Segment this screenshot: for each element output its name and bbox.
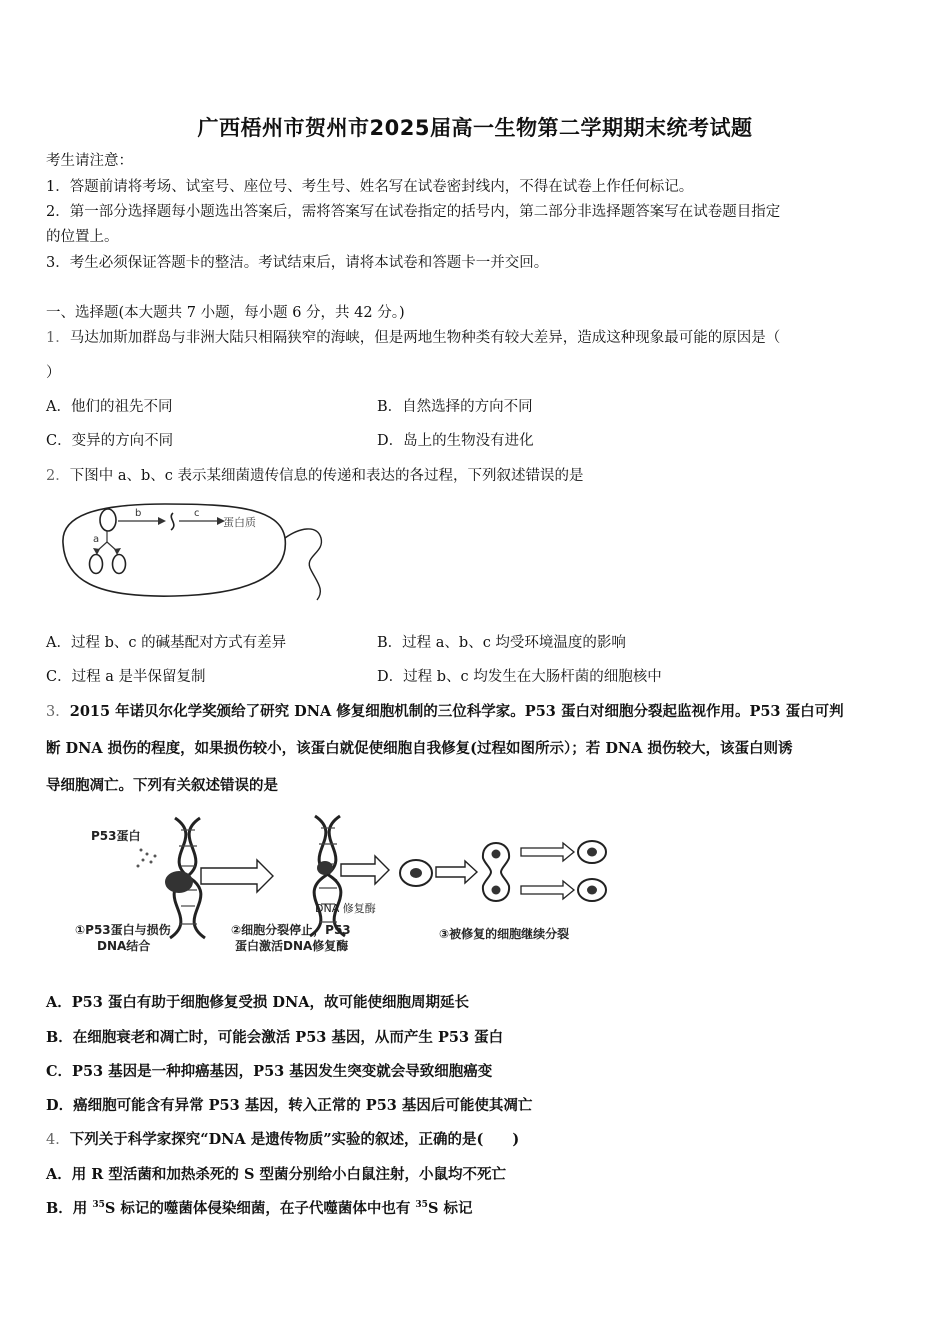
notice-item: 3．考生必须保证答题卡的整洁。考试结束后，请将本试卷和答题卡一并交回。 <box>46 255 549 271</box>
q2-option-d: D．过程 b、c 均发生在大肠杆菌的细胞核中 <box>377 669 662 685</box>
superscript: 35 <box>92 1200 105 1210</box>
question-1-stem-cont: ） <box>46 365 61 381</box>
arrow-b-head <box>158 517 166 525</box>
label-enzyme: DNA 修复酶 <box>315 902 376 915</box>
option-text: S 标记的噬菌体侵染细菌，在子代噬菌体中也有 <box>104 1200 416 1217</box>
q3-option-a: A．P53 蛋白有助于细胞修复受损 DNA，故可能使细胞周期延长 <box>46 994 470 1011</box>
cell-nucleus <box>587 886 597 895</box>
question-text: 下图中 a、b、c 表示某细菌遗传信息的传递和表达的各过程，下列叙述错误的是 <box>69 468 584 484</box>
caption-step1: ①P53蛋白与损伤 <box>75 923 171 937</box>
q1-option-c: C．变异的方向不同 <box>46 433 174 449</box>
label-b: b <box>135 508 142 519</box>
notice-item: 的位置上。 <box>46 229 119 245</box>
flagellum <box>285 529 321 600</box>
question-4-stem <box>46 1130 906 1150</box>
question-text: 下列关于科学家探究“DNA 是遗传物质”实验的叙述，正确的是( ) <box>69 1131 520 1148</box>
question-3-stem-cont: 断 DNA 损伤的程度，如果损伤较小，该蛋白就促使细胞自我修复(过程如图所示）；若 DNA 损伤较大，该蛋白则诱 <box>46 740 793 757</box>
question-1-stem <box>46 328 906 348</box>
caption-step2: 蛋白激活DNA修复酶 <box>235 939 349 953</box>
question-3-stem <box>46 702 906 722</box>
question-text: 2015 年诺贝尔化学奖颁给了研究 DNA 修复细胞机制的三位科学家。P53 蛋白对细胞分裂起监视作用。P53 蛋白可判 <box>69 703 844 720</box>
cell-nucleus <box>587 848 597 857</box>
cell-nucleus <box>410 868 422 878</box>
question-number: 2． <box>46 468 70 484</box>
hollow-arrow <box>341 856 389 884</box>
notice-item: 1．答题前请将考场、试室号、座位号、考生号、姓名写在试卷密封线内，不得在试卷上作任何标记。 <box>46 179 694 195</box>
q2-option-c: C．过程 a 是半保留复制 <box>46 669 206 685</box>
label-a: a <box>93 534 100 545</box>
q1-option-b: B．自然选择的方向不同 <box>377 399 533 415</box>
label-p53: P53蛋白 <box>91 829 141 843</box>
dna-circle <box>113 555 126 574</box>
caption-step3: ③被修复的细胞继续分裂 <box>439 927 570 941</box>
page-title: 广西梧州市贺州市2025届高一生物第二学期期末统考试题 <box>197 116 753 140</box>
section-heading: 一、选择题(本大题共 7 小题，每小题 6 分，共 42 分。) <box>46 305 405 321</box>
question-text: 马达加斯加群岛与非洲大陆只相隔狭窄的海峡，但是两地生物种类有较大差异，造成这种现象最可能的原因是（ <box>69 330 781 346</box>
p53-protein-dots <box>137 849 157 868</box>
dna-helix-repair <box>310 816 345 936</box>
question-number: 4． <box>46 1132 70 1148</box>
hollow-arrow <box>436 861 477 883</box>
cell-nucleus <box>492 886 501 895</box>
cell-nucleus <box>492 850 501 859</box>
q3-option-d: D．癌细胞可能含有异常 P53 基因，转入正常的 P53 基因后可能使其凋亡 <box>46 1097 533 1114</box>
caption-step2: ②细胞分裂停止，P53 <box>231 923 351 937</box>
q4-option-a: A．用 R 型活菌和加热杀死的 S 型菌分别给小白鼠注射，小鼠均不死亡 <box>46 1166 506 1183</box>
q3-option-c: C．P53 基因是一种抑癌基因，P53 基因发生突变就会导致细胞癌变 <box>46 1063 493 1080</box>
p53-repair-figure <box>75 810 620 958</box>
notice-heading: 考生请注意： <box>46 153 133 169</box>
question-number: 3． <box>46 704 70 720</box>
hollow-arrow <box>521 881 574 899</box>
question-3-stem-cont: 导细胞凋亡。下列有关叙述错误的是 <box>46 777 278 794</box>
repair-enzyme-blob <box>317 861 333 875</box>
bacterium-figure <box>55 498 330 606</box>
q1-option-d: D．岛上的生物没有进化 <box>377 433 534 449</box>
q3-option-b: B．在细胞衰老和凋亡时，可能会激活 P53 基因，从而产生 P53 蛋白 <box>46 1029 504 1046</box>
hollow-arrow <box>521 843 574 861</box>
q4-option-b <box>46 1199 472 1219</box>
hollow-arrow <box>201 860 273 892</box>
option-text: S 标记 <box>427 1200 473 1217</box>
option-text: B．用 <box>46 1200 93 1217</box>
label-c: c <box>194 508 200 519</box>
p53-bound-blob <box>165 871 193 893</box>
superscript: 35 <box>415 1200 428 1210</box>
label-protein: 蛋白质 <box>223 516 256 529</box>
question-number: 1． <box>46 330 70 346</box>
mrna-icon <box>171 513 174 530</box>
dna-circle <box>90 555 103 574</box>
q2-option-b: B．过程 a、b、c 均受环境温度的影响 <box>377 635 626 651</box>
question-2-stem <box>46 466 906 486</box>
notice-item: 2．第一部分选择题每小题选出答案后，需将答案写在试卷指定的括号内，第二部分非选择题答案写在试卷题目指定 <box>46 204 781 220</box>
caption-step1: DNA结合 <box>97 939 151 953</box>
q2-option-a: A．过程 b、c 的碱基配对方式有差异 <box>46 635 287 651</box>
dna-circle <box>100 509 116 531</box>
q1-option-a: A．他们的祖先不同 <box>46 399 173 415</box>
